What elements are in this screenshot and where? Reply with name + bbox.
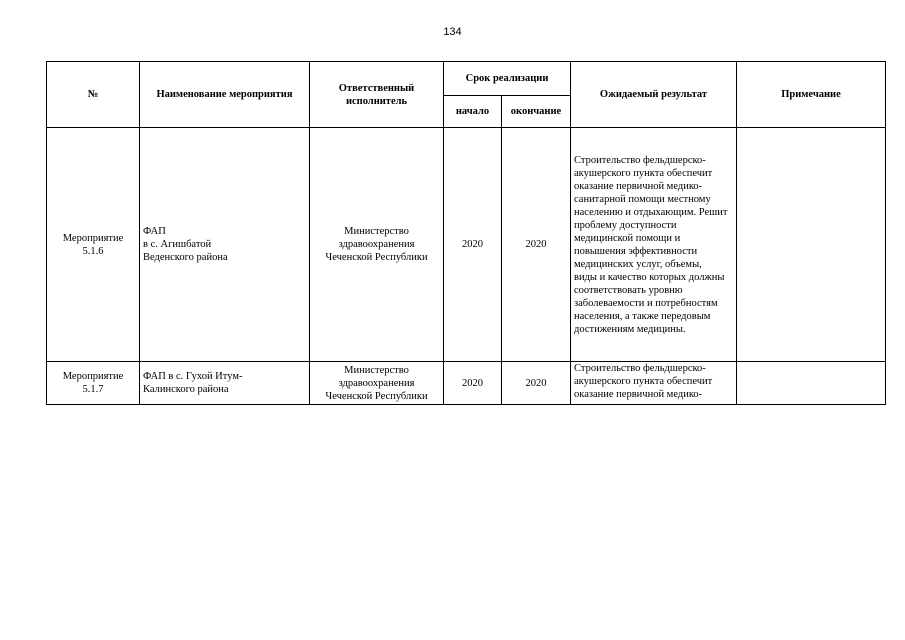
activity-name-cell: [140, 362, 310, 405]
executor-line: Чеченской Республики: [325, 390, 428, 402]
result-line: достижениям медицины.: [574, 323, 686, 335]
result-line: населению и отдыхающим. Решит: [574, 206, 728, 218]
executor-line: Министерство: [344, 364, 409, 376]
header-number: №: [47, 62, 140, 128]
executor-line: Министерство: [344, 226, 409, 237]
expected-result-cell: [571, 362, 737, 405]
activity-number-label: Мероприятие: [62, 232, 124, 244]
expected-result-cell: [571, 128, 737, 362]
result-line: оказание первичной медико-: [574, 180, 703, 192]
result-line: виды и качество которых должны: [574, 271, 725, 283]
result-line: соответствовать уровню: [574, 284, 683, 296]
activity-number-code: 5.1.7: [82, 384, 104, 395]
activity-name-line: в с. Агишбатой: [143, 239, 212, 250]
activity-name-line: ФАП в с. Гухой Итум-: [143, 371, 243, 382]
header-period: Срок реализации: [444, 62, 571, 96]
executor-line: здравоохранения: [338, 377, 415, 389]
activity-number-cell: [47, 362, 140, 405]
activity-name-line: Веденского района: [143, 252, 228, 263]
table-row: [47, 128, 886, 362]
note-cell: [737, 128, 886, 362]
note-cell: [737, 362, 886, 405]
executor-cell: [310, 128, 444, 362]
executor-line: Чеченской Республики: [325, 252, 428, 263]
result-line: медицинских услуг, объемы,: [574, 258, 702, 270]
header-start: начало: [444, 96, 502, 128]
executor-cell: [310, 362, 444, 405]
activity-number-cell: [47, 128, 140, 362]
result-line: оказание первичной медико-: [574, 389, 703, 400]
start-year-cell: 2020: [444, 362, 502, 405]
activity-name-cell: [140, 128, 310, 362]
table-row: [47, 362, 886, 405]
result-line: заболеваемости и потребностям: [574, 297, 718, 309]
result-line: повышения эффективности: [574, 245, 698, 257]
result-line: акушерского пункта обеспечит: [574, 167, 713, 179]
page-number: 134: [443, 26, 462, 38]
activity-name-line: Калинского района: [143, 384, 229, 395]
start-year-cell: 2020: [444, 128, 502, 362]
header-executor: Ответственный исполнитель: [310, 62, 444, 128]
activity-name-line: ФАП: [143, 226, 166, 237]
result-text-clip: [574, 362, 733, 403]
result-line: населения, а также передовым: [574, 310, 711, 322]
result-line: акушерского пункта обеспечит: [574, 376, 713, 387]
executor-line: здравоохранения: [338, 239, 415, 250]
result-line: проблему доступности: [574, 219, 677, 231]
header-expected-result: Ожидаемый результат: [571, 62, 737, 128]
activities-table: [46, 61, 886, 405]
result-line: Строительство фельдшерско-: [574, 154, 706, 166]
activity-number-code: 5.1.6: [82, 245, 104, 257]
activity-number-label: Мероприятие: [62, 371, 124, 382]
end-year-cell: 2020: [502, 128, 571, 362]
result-line: Строительство фельдшерско-: [574, 363, 706, 374]
end-year-cell: 2020: [502, 362, 571, 405]
result-line: медицинской помощи и: [574, 232, 681, 244]
header-end: окончание: [502, 96, 571, 128]
result-line: санитарной помощи местному: [574, 193, 711, 205]
header-activity-name: Наименование мероприятия: [140, 62, 310, 128]
header-note: Примечание: [737, 62, 886, 128]
